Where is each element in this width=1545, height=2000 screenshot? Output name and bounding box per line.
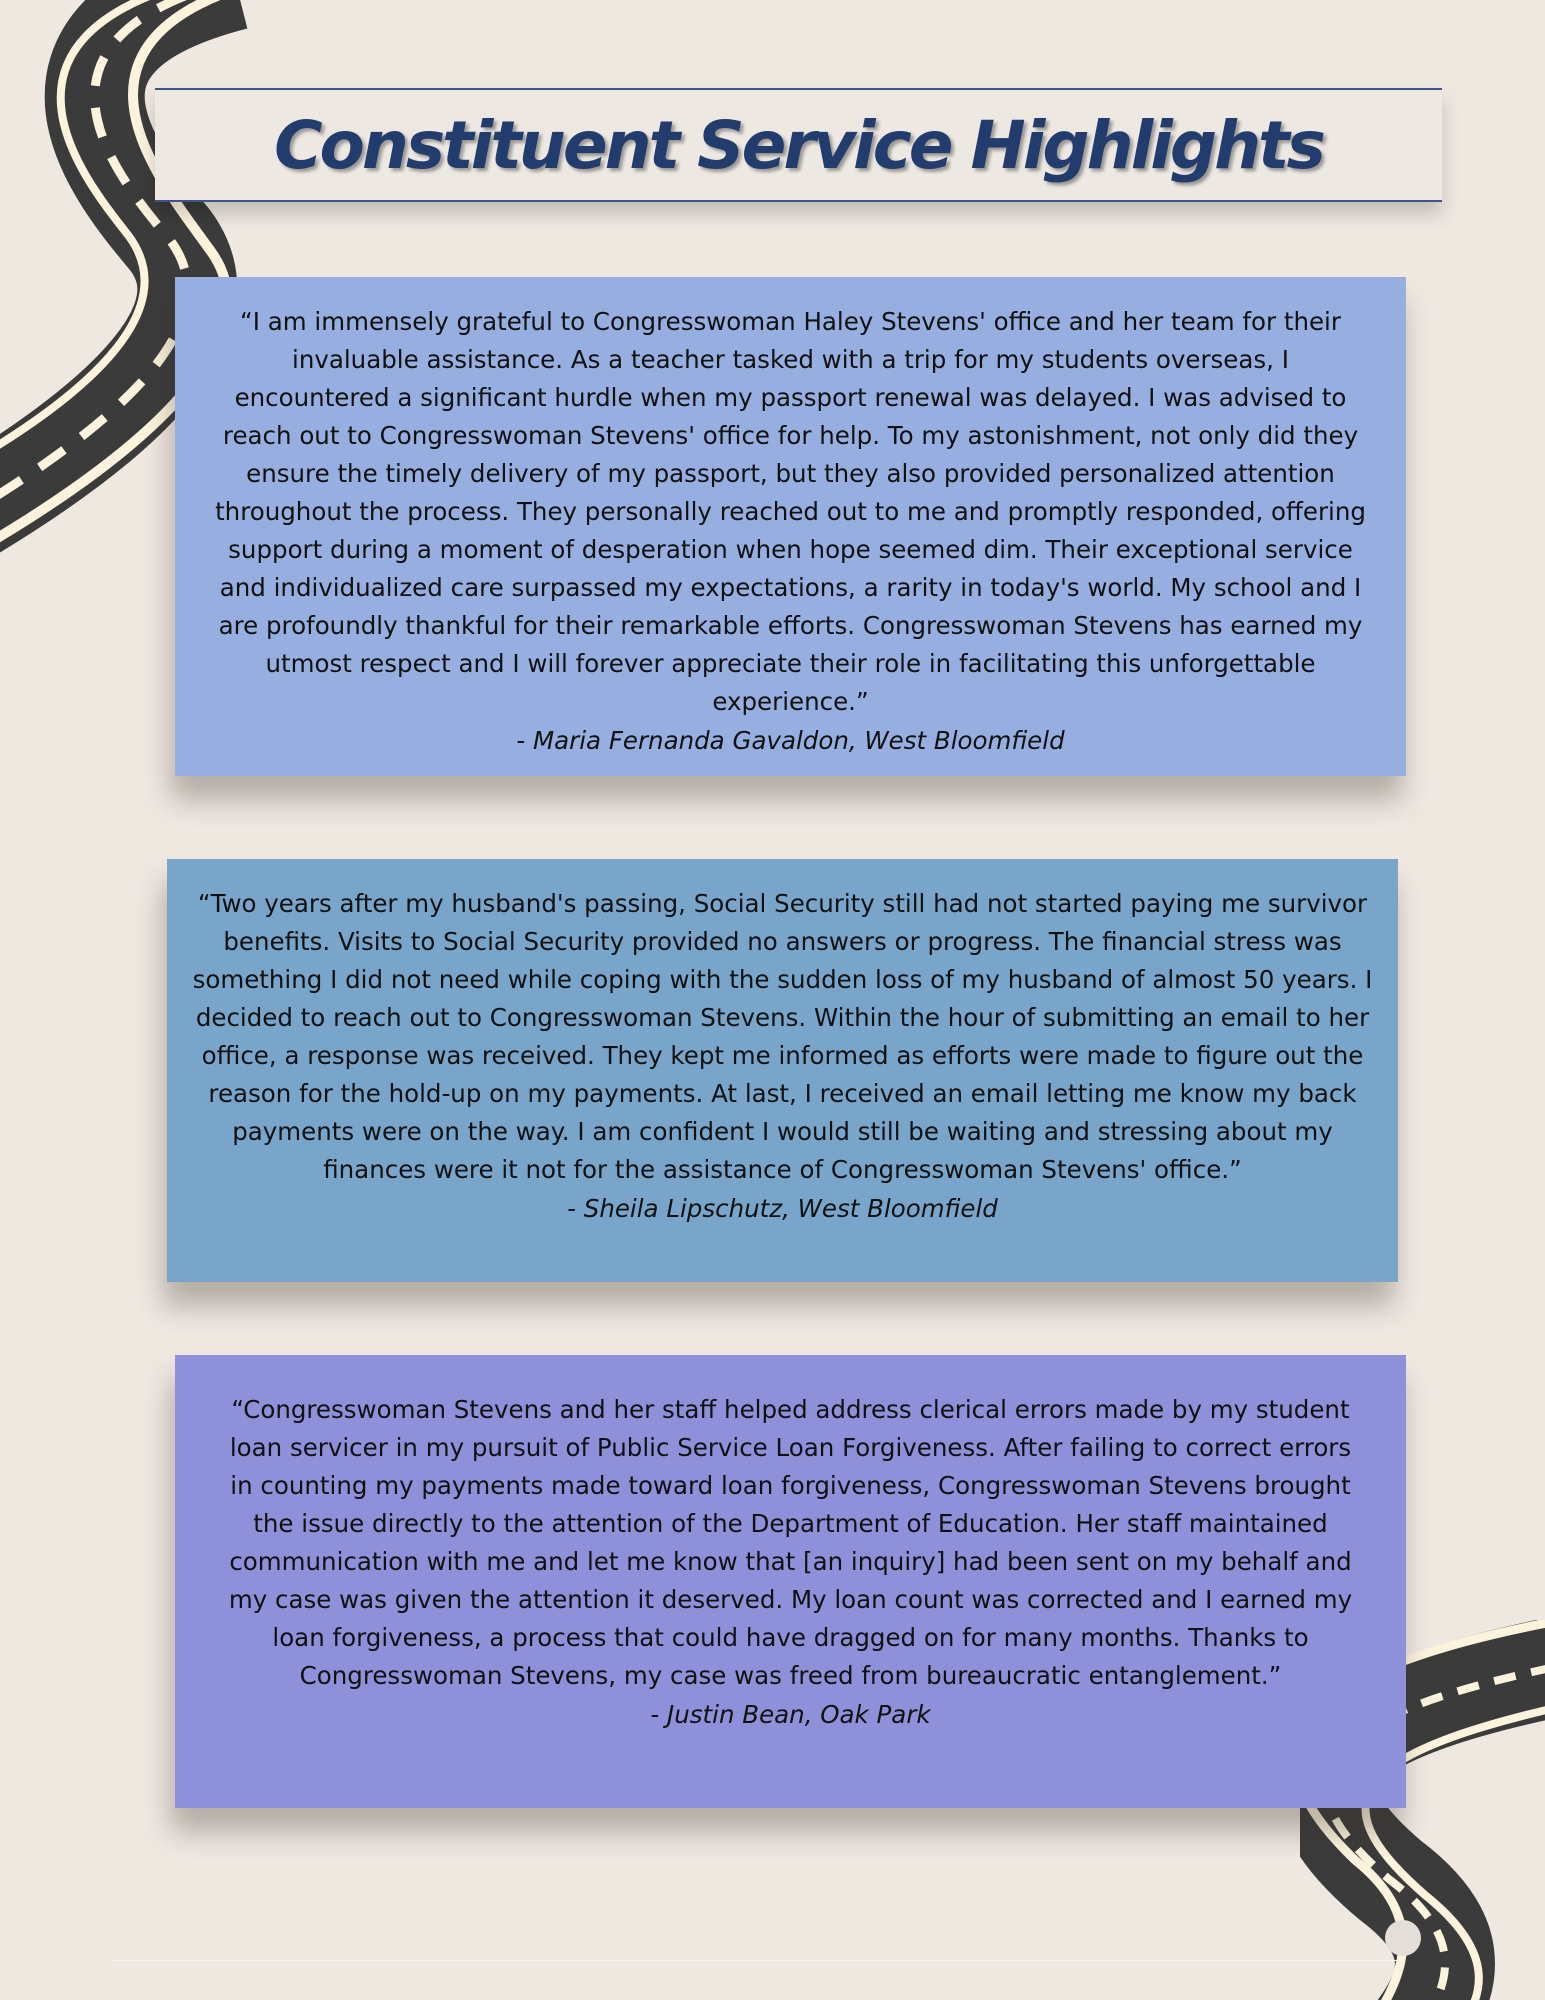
testimonial-quote: “I am immensely grateful to Congresswoman Haley Stevens' office and her team for their invaluable assistance. As a teacher tasked with a trip for my students overseas, I encountered a significant hurdle when my passport renewal was delayed. I was advised to reach out to Congresswoman Stevens' office for help. To my astonishment, not only did they ensure the timely delivery of my passport, but they also provided personalized attention throughout the process. They personally reached out to me and promptly responded, offering support during a moment of desperation when hope seemed dim. Their exceptional service and individualized care surpassed my expectations, a rarity in today's world. My school and I are profoundly thankful for their remarkable efforts. Congresswoman Stevens has earned my utmost respect and I will forever appreciate their role in facilitating this unforgettable experience.” (215, 307, 1366, 716)
title-banner (155, 88, 1442, 202)
page-dot-decoration (1385, 1920, 1421, 1956)
testimonial-card (167, 859, 1398, 1282)
testimonial-attribution: - Sheila Lipschutz, West Bloomfield (567, 1194, 998, 1223)
testimonial-card (175, 277, 1406, 776)
bottom-divider (112, 1960, 1402, 1961)
testimonial-attribution: - Justin Bean, Oak Park (650, 1700, 931, 1729)
page-title: Constituent Service Highlights (274, 106, 1323, 184)
testimonial-quote: “Congresswoman Stevens and her staff helped address clerical errors made by my student loan servicer in my pursuit of Public Service Loan Forgiveness. After failing to correct errors in counting my payments made toward loan forgiveness, Congresswoman Stevens brought the issue directly to the attention of the Department of Education. Her staff maintained communication with me and let me know that [an inquiry] had been sent on my behalf and my case was given the attention it deserved. My loan count was corrected and I earned my loan forgiveness, a process that could have dragged on for many months. Thanks to Congresswoman Stevens, my case was freed from bureaucratic entanglement.” (228, 1395, 1353, 1690)
testimonial-attribution: - Maria Fernanda Gavaldon, West Bloomfield (516, 726, 1065, 755)
testimonial-card (175, 1355, 1406, 1808)
testimonial-quote: “Two years after my husband's passing, Social Security still had not started paying me survivor benefits. Visits to Social Security provided no answers or progress. The financial stress was something I did not need while coping with the sudden loss of my husband of almost 50 years. I decided to reach out to Congresswoman Stevens. Within the hour of submitting an email to her office, a response was received. They kept me informed as efforts were made to figure out the reason for the hold-up on my payments. At last, I received an email letting me know my back payments were on the way. I am confident I would still be waiting and stressing about my finances were it not for the assistance of Congresswoman Stevens' office.” (192, 889, 1373, 1184)
